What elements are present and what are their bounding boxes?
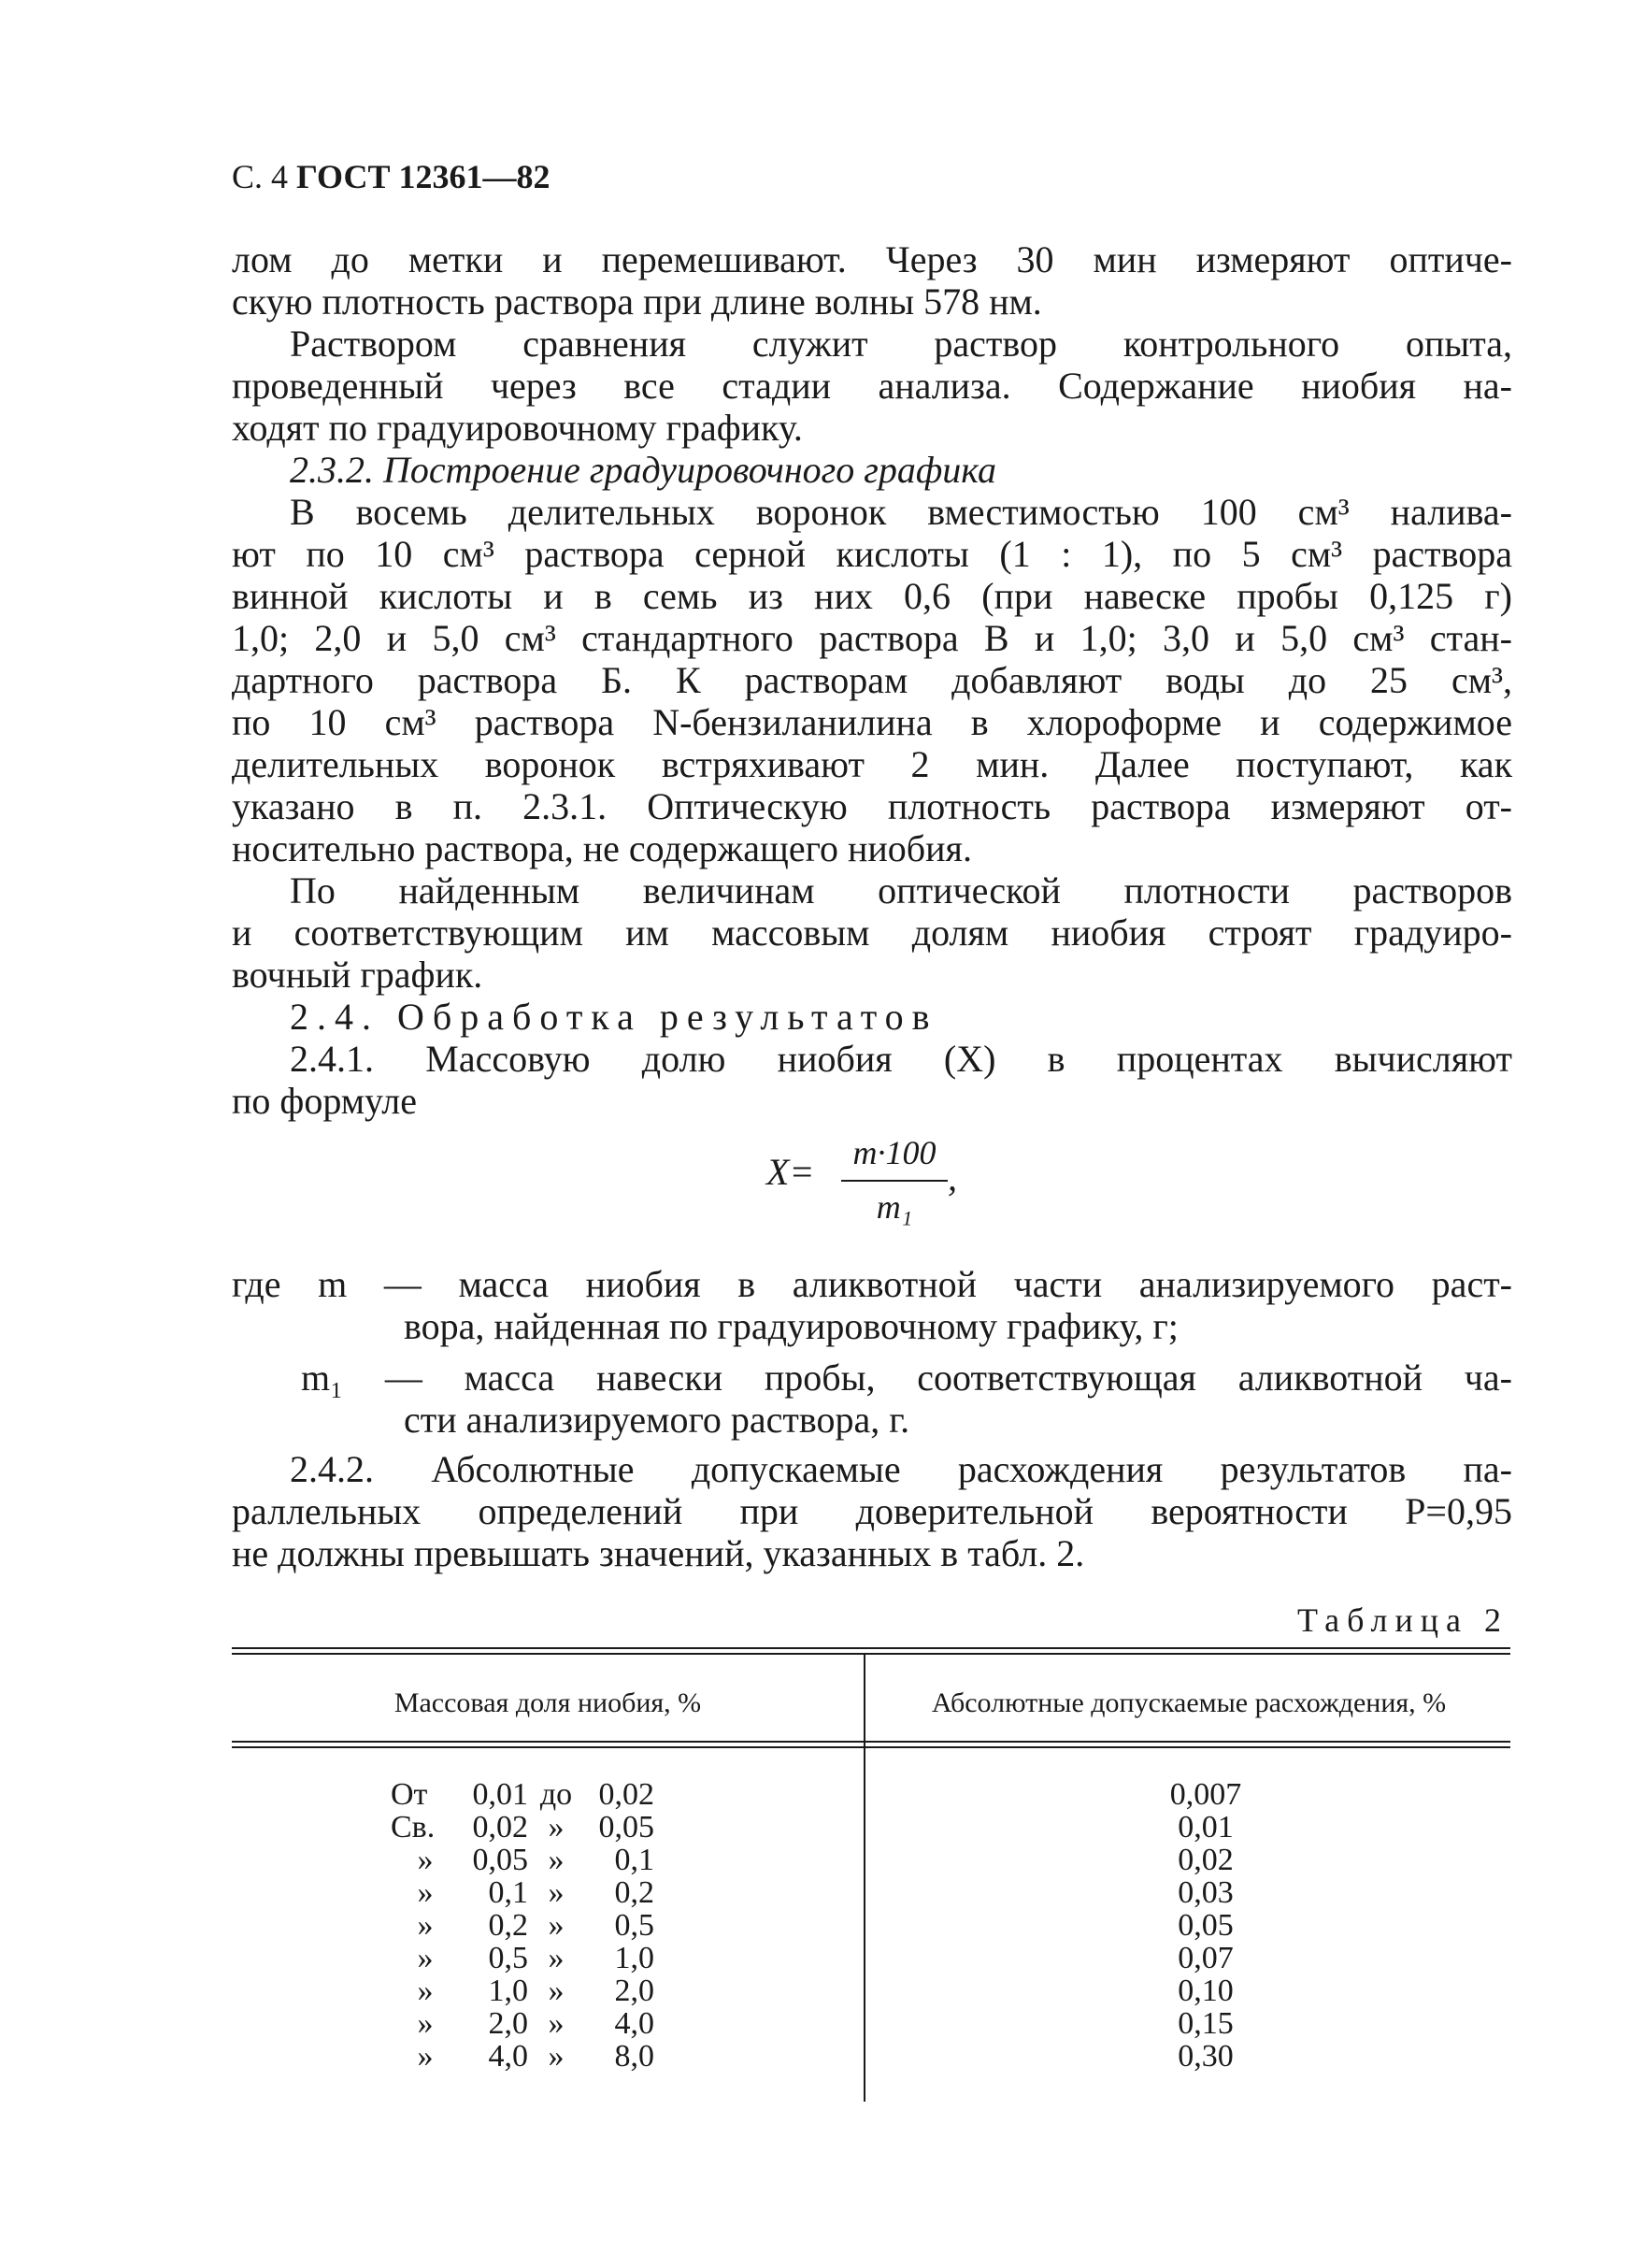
body-line: винной кислоты и в семь из них 0,6 (при навеске пробы 0,125 г) [232,575,1512,617]
table-caption: Таблица 2 [1297,1601,1508,1639]
body-line: проведенный через все стадии анализа. Содержание ниобия на- [232,365,1512,407]
cell-from: От [391,1777,428,1812]
cell-lower: 0,01 [472,1777,528,1812]
where-line: вора, найденная по градуировочному графику, г; [404,1305,1179,1347]
table-header-rule-1 [232,1741,1510,1743]
page-ref: С. 4 [232,158,289,195]
cell-upper: 1,0 [614,1941,654,1975]
body-line: по 10 см³ раствора N-бензиланилина в хлороформе и содержимое [232,701,1512,743]
cell-from: » [417,2039,434,2074]
body-line: 1,0; 2,0 и 5,0 см³ стандартного раствора В и 1,0; 3,0 и 5,0 см³ стан- [232,617,1512,659]
cell-lower: 2,0 [488,2006,528,2041]
cell-discrepancy: 0,10 [1178,1974,1234,2008]
cell-mid: до [539,1777,573,1812]
body-line: По найденным величинам оптической плотности растворов [290,869,1512,912]
body-line: ют по 10 см³ раствора серной кислоты (1 : 1), по 5 см³ раствора [232,533,1512,575]
body-line: лом до метки и перемешивают. Через 30 мин измеряют оптиче- [232,238,1512,280]
cell-lower: 4,0 [488,2039,528,2074]
cell-mid: » [548,1843,565,1877]
cell-from: » [417,1908,434,1943]
cell-upper: 0,05 [598,1810,654,1845]
body-line: указано в п. 2.3.1. Оптическую плотность раствора измеряют от- [232,785,1512,827]
cell-from: Св. [391,1810,436,1845]
cell-mid: » [548,1908,565,1943]
cell-lower: 1,0 [488,1974,528,2008]
body-line: не должны превышать значений, указанных в табл. 2. [232,1532,1085,1574]
cell-lower: 0,02 [472,1810,528,1845]
cell-lower: 0,05 [472,1843,528,1877]
body-line: 2.4.2. Абсолютные допускаемые расхождения результатов па- [290,1448,1512,1490]
cell-discrepancy: 0,05 [1178,1908,1234,1943]
table-top-rule-1 [232,1647,1510,1649]
cell-mid: » [548,1875,565,1910]
cell-lower: 0,2 [488,1908,528,1943]
where-line: сти анализируемого раствора, г. [404,1399,910,1441]
cell-discrepancy: 0,30 [1178,2039,1234,2074]
cell-from: » [417,1875,434,1910]
body-line: вочный график. [232,954,483,996]
cell-discrepancy: 0,007 [1169,1777,1242,1812]
table-top-rule-2 [232,1653,1510,1655]
cell-upper: 0,2 [614,1875,654,1910]
cell-from: » [417,1941,434,1975]
formula-denominator: m₁ [876,1188,913,1226]
cell-mid: » [548,2006,565,2041]
body-line: Раствором сравнения служит раствор контрольного опыта, [290,323,1512,365]
cell-upper: 2,0 [614,1974,654,2008]
formula-trail: , [948,1156,957,1199]
cell-from: » [417,1974,434,2008]
table-header-mass-fraction: Массовая доля ниобия, % [393,1687,702,1718]
fraction-bar [841,1180,948,1182]
cell-upper: 0,02 [598,1777,654,1812]
cell-discrepancy: 0,07 [1178,1941,1234,1975]
formula-lhs: X= [766,1151,815,1193]
body-line: дартного раствора Б. К растворам добавляют воды до 25 см³, [232,659,1512,701]
cell-from: » [417,1843,434,1877]
cell-mid: » [548,1941,565,1975]
body-line: и соответствующим им массовым долям ниобия строят градуиро- [232,912,1512,954]
table-header-rule-2 [232,1746,1510,1748]
cell-discrepancy: 0,01 [1178,1810,1234,1845]
cell-discrepancy: 0,15 [1178,2006,1234,2041]
cell-mid: » [548,2039,565,2074]
cell-upper: 8,0 [614,2039,654,2074]
section-heading: 2.3.2. Построение градуировочного графика [290,449,996,491]
body-line: 2.4.1. Массовую долю ниобия (X) в процентах вычисляют [290,1038,1512,1080]
body-line: скую плотность раствора при длине волны 578 нм. [232,280,1042,323]
table-header-discrepancy: Абсолютные допускаемые расхождения, % [931,1687,1447,1718]
section-heading: 2.4. Обработка результатов [290,996,938,1038]
cell-upper: 0,5 [614,1908,654,1943]
table-column-divider [864,1653,865,2102]
body-line: носительно раствора, не содержащего ниобия. [232,827,972,869]
cell-discrepancy: 0,02 [1178,1843,1234,1877]
where-line: m₁ — масса навески пробы, соответствующая аликвотной ча- [301,1356,1512,1399]
body-line: ходят по градуировочному графику. [232,407,803,449]
where-line: где m — масса ниобия в аликвотной части анализируемого раст- [232,1263,1512,1305]
body-line: В восемь делительных воронок вместимостью 100 см³ налива- [290,491,1512,533]
doc-code: ГОСТ 12361—82 [296,158,550,195]
cell-upper: 4,0 [614,2006,654,2041]
cell-lower: 0,5 [488,1941,528,1975]
body-line: раллельных определений при доверительной вероятности P=0,95 [232,1490,1512,1532]
formula-numerator: m·100 [852,1134,937,1171]
body-line: делительных воронок встряхивают 2 мин. Далее поступают, как [232,743,1512,785]
cell-upper: 0,1 [614,1843,654,1877]
cell-from: » [417,2006,434,2041]
cell-discrepancy: 0,03 [1178,1875,1234,1910]
cell-lower: 0,1 [488,1875,528,1910]
cell-mid: » [548,1974,565,2008]
body-line: по формуле [232,1080,417,1122]
cell-mid: » [548,1810,565,1845]
page-header [232,157,550,196]
